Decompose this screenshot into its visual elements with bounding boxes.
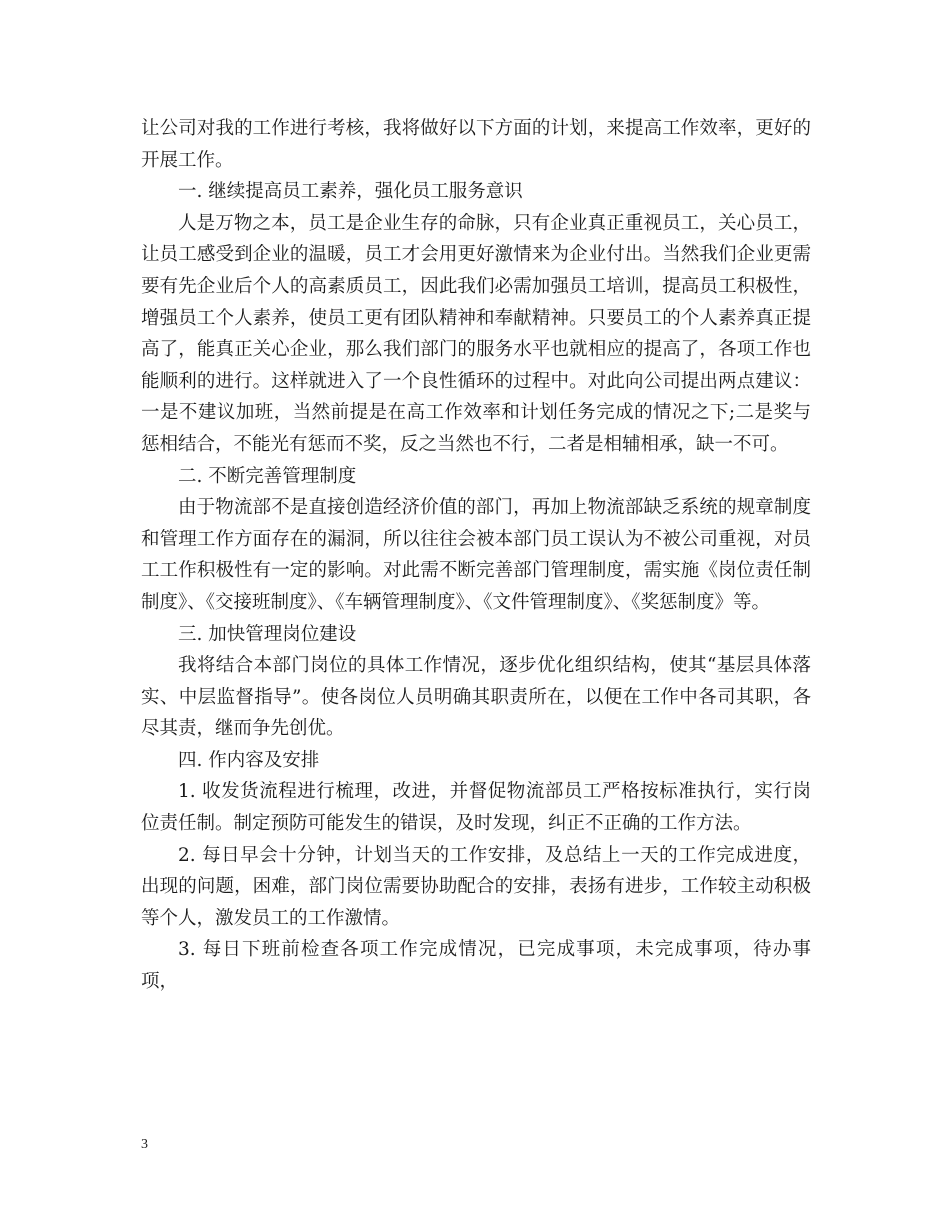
section-heading-2: 二. 不断完善管理制度 — [178, 465, 357, 487]
document-body — [141, 113, 811, 998]
page-number: 3 — [141, 1137, 148, 1152]
section-heading-1: 一. 继续提高员工素养，强化员工服务意识 — [178, 181, 523, 203]
section-heading-3: 三. 加快管理岗位建设 — [178, 623, 357, 645]
section-heading-4: 四. 作内容及安排 — [178, 749, 320, 771]
list-item-1: 1. 收发货流程进行梳理，改进，并督促物流部员工严格按标准执行，实行岗位责任制。制定预防可能发生的错误，及时发现，纠正不正确的工作方法。 — [141, 781, 811, 835]
paragraph-staff-quality: 人是万物之本，员工是企业生存的命脉，只有企业真正重视员工，关心员工，让员工感受到企业的温暖，员工才会用更好激情来为企业付出。当然我们企业更需要有先企业后个人的高素质员工，因此我们必需加强员工培训，提高员工积极性，增强员工个人素养，使员工更有团队精神和奉献精神。只要员工的个人素养真正提高了，能真正关心企业，那么我们部门的服务水平也就相应的提高了，各项工作也能顺利的进行。这样就进入了一个良性循环的过程中。对此向公司提出两点建议：一是不建议加班，当然前提是在高工作效率和计划任务完成的情况之下;二是奖与惩相结合，不能光有惩而不奖，反之当然也不行，二者是相辅相承，缺一不可。 — [141, 212, 811, 455]
paragraph-management-system: 由于物流部不是直接创造经济价值的部门，再加上物流部缺乏系统的规章制度和管理工作方面存在的漏洞，所以往往会被本部门员工误认为不被公司重视，对员工工作积极性有一定的影响。对此需不断完善部门管理制度，需实施《岗位责任制制度》、《交接班制度》、《车辆管理制度》、《文件管理制度》、《奖惩制度》等。 — [141, 497, 811, 613]
paragraph-post-construction: 我将结合本部门岗位的具体工作情况，逐步优化组织结构，使其“基层具体落实、中层监督指导”。使各岗位人员明确其职责所在，以便在工作中各司其职，各尽其责，继而争先创优。 — [141, 655, 811, 740]
list-item-3: 3. 每日下班前检查各项工作完成情况，已完成事项，未完成事项，待办事项， — [141, 939, 811, 993]
paragraph-intro-continuation: 让公司对我的工作进行考核，我将做好以下方面的计划，来提高工作效率，更好的开展工作。 — [141, 118, 811, 171]
list-item-2: 2. 每日早会十分钟，计划当天的工作安排，及总结上一天的工作完成进度，出现的问题，困难，部门岗位需要协助配合的安排，表扬有进步，工作较主动积极等个人，激发员工的工作激情。 — [141, 844, 811, 929]
